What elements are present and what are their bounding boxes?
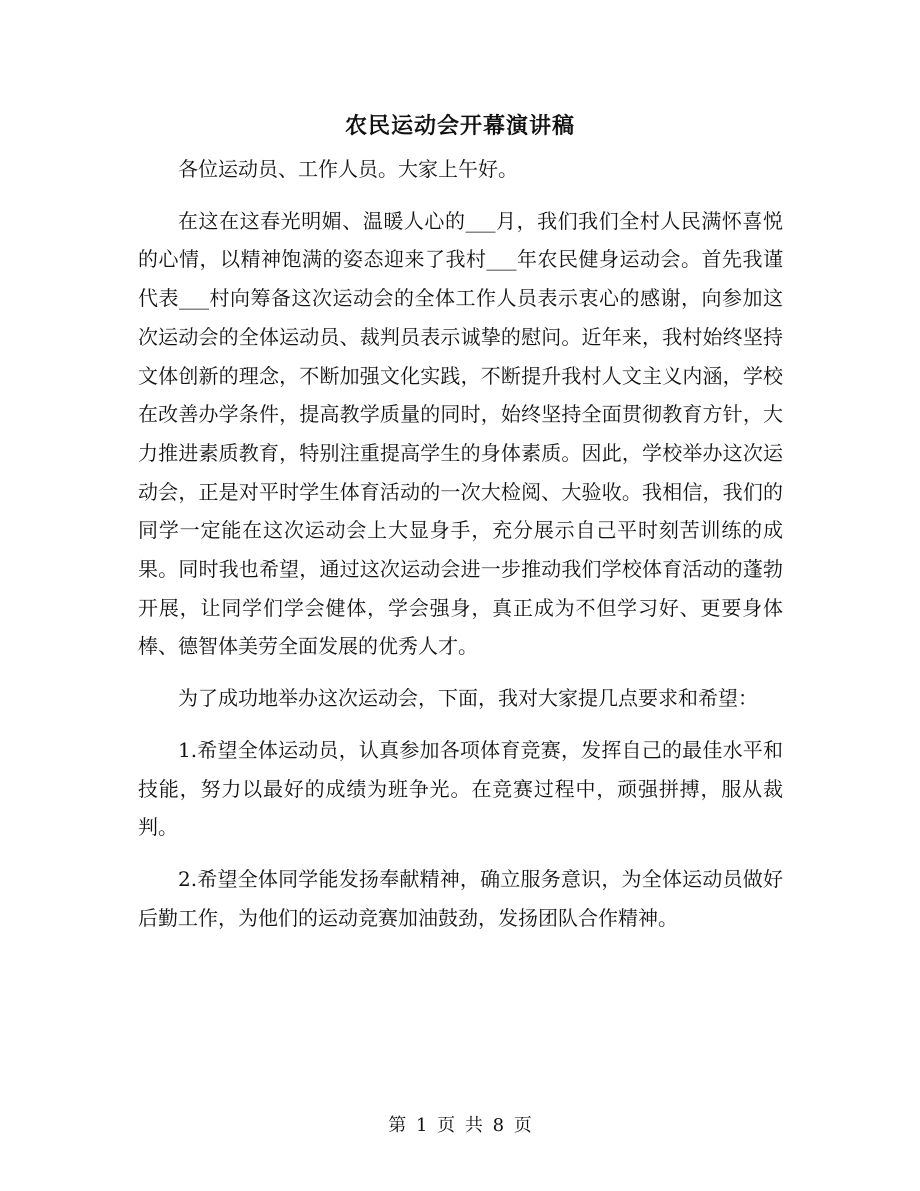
paragraph-requirement-2: 2.希望全体同学能发扬奉献精神，确立服务意识，为全体运动员做好后勤工作，为他们的运动竞赛加油鼓劲，发扬团队合作精神。 xyxy=(138,866,783,930)
document-body xyxy=(138,150,783,937)
document-title: 农民运动会开幕演讲稿 xyxy=(344,113,575,139)
paragraph-main: 在这在这春光明媚、温暖人心的___月，我们我们全村人民满怀喜悦的心情，以精神饱满的姿态迎来了我村___年农民健身运动会。首先我谨代表___村向筹备这次运动会的全体工作人员表示衷心的感谢，向参加这次运动会的全体运动员、裁判员表示诚挚的慰问。近年来，我村始终坚持文体创新的理念，不断加强文化实践，不断提升我村人文主义内涵，学校在改善办学条件，提高教学质量的同时，始终坚持全面贯彻教育方针，大力推进素质教育，特别注重提高学生的身体素质。因此，学校举办这次运动会，正是对平时学生体育活动的一次大检阅、大验收。我相信，我们的同学一定能在这次运动会上大显身手，充分展示自己平时刻苦训练的成果。同时我也希望，通过这次运动会进一步推动我们学校体育活动的蓬勃开展，让同学们学会健体，学会强身，真正成为不但学习好、更要身体棒、德智体美劳全面发展的优秀人才。 xyxy=(138,208,783,659)
paragraph-requirements-intro: 为了成功地举办这次运动会，下面，我对大家提几点要求和希望： xyxy=(178,686,758,711)
paragraph-greeting: 各位运动员、工作人员。大家上午好。 xyxy=(178,157,518,181)
paragraph-requirement-1: 1.希望全体运动员，认真参加各项体育竞赛，发挥自己的最佳水平和技能，努力以最好的成绩为班争光。在竞赛过程中，顽强拼搏，服从裁判。 xyxy=(138,737,783,840)
page-number-footer: 第 1 页 共 8 页 xyxy=(388,1115,532,1136)
